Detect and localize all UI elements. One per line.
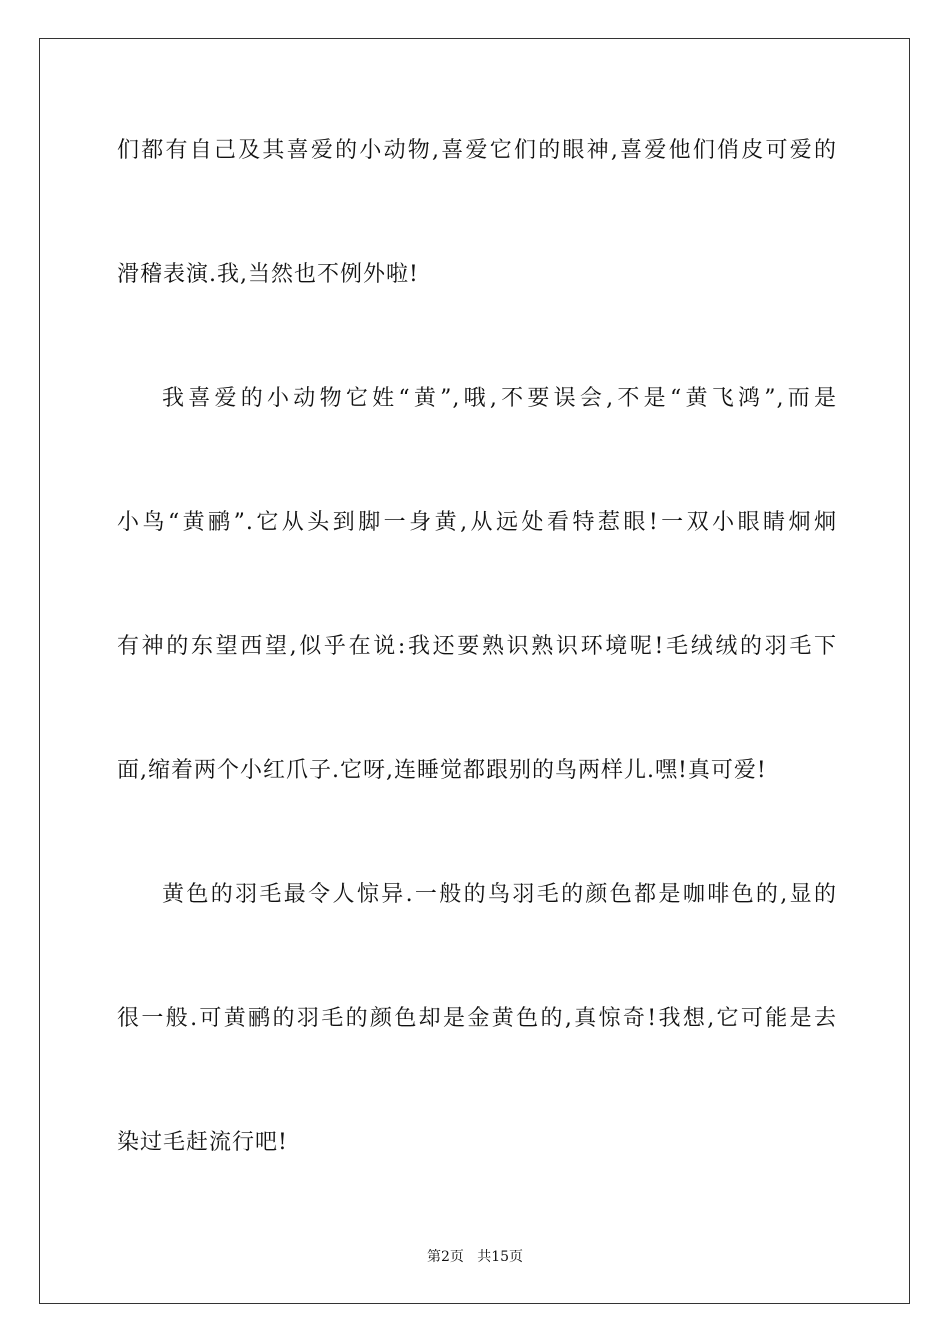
text-line-5: 有神的东望西望,似乎在说:我还要熟识熟识环境呢!毛绒绒的羽毛下 (117, 634, 837, 659)
text-line-3: 我喜爱的小动物它姓“黄”,哦,不要误会,不是“黄飞鸿”,而是 (162, 386, 837, 411)
text-line-8: 很一般.可黄鹂的羽毛的颜色却是金黄色的,真惊奇!我想,它可能是去 (117, 1006, 837, 1031)
page-number-footer: 第2页 共15页 (426, 1249, 524, 1265)
text-line-2: 滑稽表演.我,当然也不例外啦! (117, 262, 419, 287)
page-border (39, 38, 910, 1304)
text-line-1: 们都有自己及其喜爱的小动物,喜爱它们的眼神,喜爱他们俏皮可爱的 (117, 138, 837, 163)
text-line-6: 面,缩着两个小红爪子.它呀,连睡觉都跟别的鸟两样儿.嘿!真可爱! (117, 758, 767, 783)
text-line-4: 小鸟“黄鹂”.它从头到脚一身黄,从远处看特惹眼!一双小眼睛炯炯 (117, 510, 837, 535)
text-line-9: 染过毛赶流行吧! (117, 1130, 288, 1155)
text-line-7: 黄色的羽毛最令人惊异.一般的鸟羽毛的颜色都是咖啡色的,显的 (162, 882, 837, 907)
